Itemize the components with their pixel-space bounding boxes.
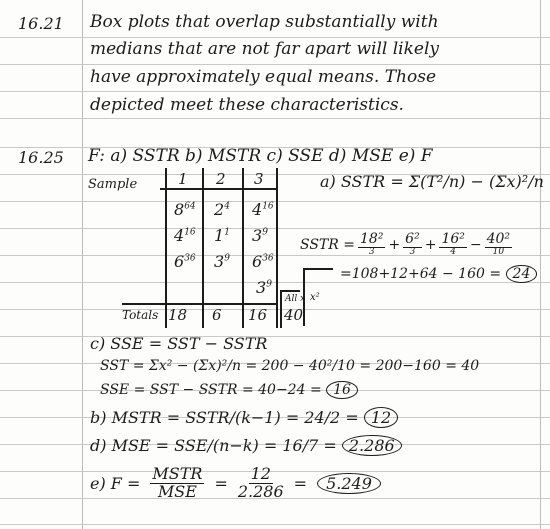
table-cell: $6^{36}$ (174, 252, 196, 271)
table-cell: $4^{16}$ (252, 200, 274, 219)
answer-1621-line-3: have approximately equal means. Those (90, 67, 437, 87)
sstr-term: $\frac{\text{6²}}{3}$ (405, 231, 420, 257)
answer-1621-line-1: Box plots that overlap substantially with (90, 12, 439, 32)
all-x-bracket (280, 290, 300, 292)
sstr-term: $\frac{\text{18²}}{3}$ (360, 231, 384, 257)
all-x2-label: x² (310, 292, 320, 303)
sse-computation: SSE = SST − SSTR = 40−24 = 16 (100, 382, 358, 398)
f-computation: e) F = $\frac{\text{MSTR}}{\text{MSE}}$ = $\frac{12}{2.286}$ = 5.249 (90, 466, 381, 501)
sst-computation: SST = Σx² − (Σx)²/n = 200 − 40²/10 = 200−160 = 40 (100, 358, 480, 374)
table-cell: $3^9$ (214, 252, 230, 271)
answer-1621-line-4: depicted meet these characteristics. (90, 95, 404, 115)
table-col-header: 2 (216, 170, 226, 188)
table-cell: $4^{16}$ (174, 226, 196, 245)
margin-line (82, 0, 83, 529)
mse-answer: 2.286 (342, 435, 402, 456)
sstr-prefix: SSTR = (300, 236, 355, 253)
table-cell: $6^{36}$ (252, 252, 274, 271)
table-header-rule (160, 188, 278, 190)
total-value: 6 (212, 306, 222, 324)
mstr-computation: b) MSTR = SSTR/(k−1) = 24/2 = 12 (90, 408, 398, 427)
problem-number-1625: 16.25 (18, 148, 64, 167)
totals-label: Totals (122, 308, 159, 322)
all-x-bracket (280, 290, 282, 328)
all-x-total: 40 (284, 306, 304, 324)
sstr-term: $\frac{\text{16²}}{4}$ (441, 231, 465, 257)
table-cell: $2^4$ (214, 200, 230, 219)
answer-1621-line-2: medians that are not far apart will likely (90, 39, 440, 59)
sample-label: Sample (88, 177, 138, 192)
sstr-computation: SSTR = $\frac{\text{18²}}{3}$ + $\frac{\text{6²}}{3}$ + $\frac{\text{16²}}{4}$ − $\frac{\text{40²}}{10}$ (300, 231, 511, 257)
mse-computation: d) MSE = SSE/(n−k) = 16/7 = 2.286 (90, 436, 402, 455)
margin-line-right (540, 0, 541, 529)
table-cell: $3^9$ (252, 226, 268, 245)
table-cell: $3^9$ (256, 278, 272, 297)
sstr-term: $\frac{\text{40²}}{10}$ (486, 231, 511, 257)
table-col-header: 1 (178, 170, 188, 188)
mstr-answer: 12 (364, 407, 398, 428)
sse-formula: c) SSE = SST − SSTR (90, 334, 268, 353)
f-value-ratio: $\frac{12}{2.286}$ (237, 464, 284, 501)
formula-sstr: a) SSTR = Σ(T²/n) − (Σx)²/n (320, 172, 544, 191)
all-x-label: All x (285, 294, 306, 304)
total-value: 18 (168, 306, 188, 324)
sse-answer: 16 (326, 381, 358, 399)
sstr-calc: =108+12+64 − 160 = 24 (340, 266, 537, 282)
all-x-divider (303, 268, 333, 270)
sstr-answer: 24 (506, 265, 538, 283)
f-answer: 5.249 (317, 473, 381, 494)
table-totals-rule (122, 303, 278, 305)
problem-number-1621: 16.21 (18, 14, 64, 33)
table-col-header: 3 (254, 170, 264, 188)
problem-1625-parts: F: a) SSTR b) MSTR c) SSE d) MSE e) F (88, 146, 433, 166)
table-cell: $8^{64}$ (174, 200, 196, 219)
table-cell: $1^1$ (214, 226, 230, 245)
f-ratio: $\frac{\text{MSTR}}{\text{MSE}}$ (152, 464, 203, 501)
total-value: 16 (248, 306, 268, 324)
